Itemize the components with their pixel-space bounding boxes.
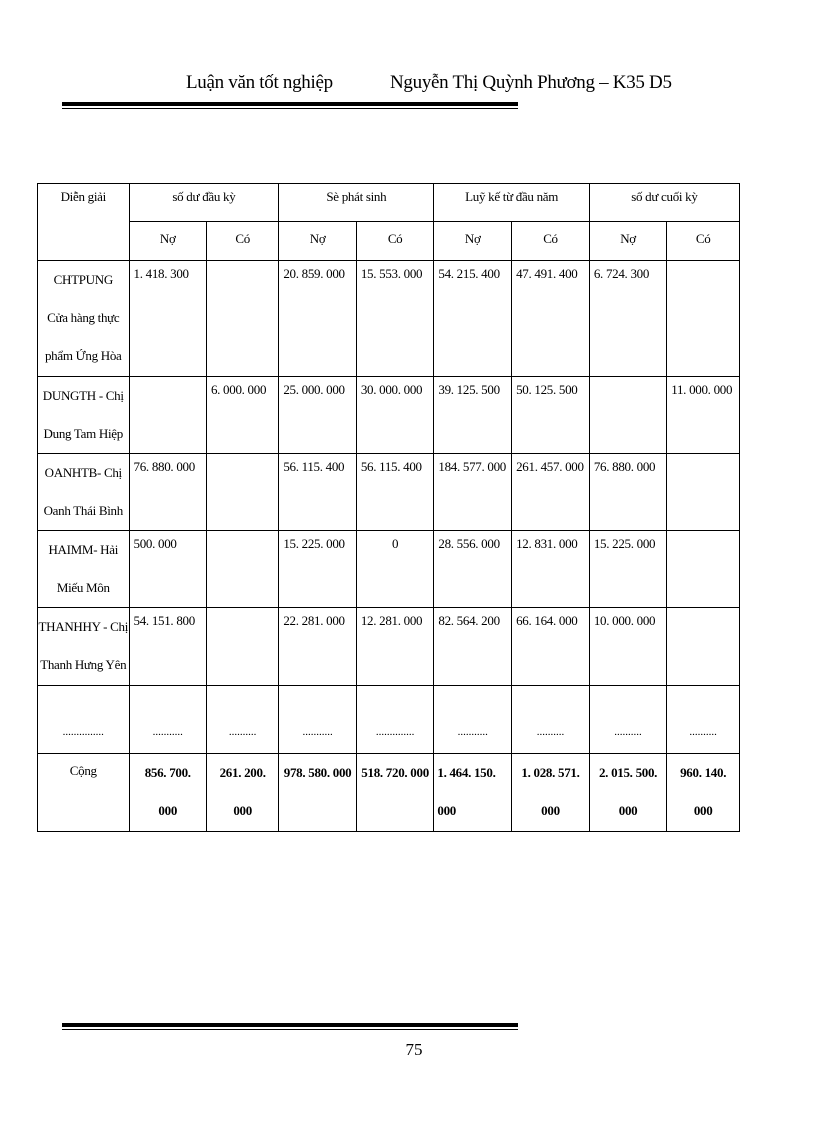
total-label: Cộng	[38, 754, 130, 832]
total-value: 856. 700. 000	[129, 754, 206, 832]
table-subheader-row	[38, 222, 740, 261]
header-rule	[62, 102, 518, 109]
cell-value	[667, 608, 740, 686]
row-description: DUNGTH - Chị Dung Tam Hiệp	[38, 377, 130, 454]
cell-value: 11. 000. 000	[667, 377, 740, 454]
header-year-to-date: Luỹ kế từ đầu năm	[434, 184, 589, 222]
total-row	[38, 754, 740, 832]
subheader-debit: Nợ	[434, 222, 512, 261]
cell-value: 500. 000	[129, 531, 206, 608]
cell-value: 6. 000. 000	[206, 377, 278, 454]
ellipsis-cell: ..........	[206, 686, 278, 754]
total-value: 1. 028. 571. 000	[512, 754, 590, 832]
ellipsis-cell: ..........	[667, 686, 740, 754]
header-thesis-title: Luận văn tốt nghiệp	[186, 72, 333, 93]
ellipsis-cell: ...........	[434, 686, 512, 754]
cell-value: 22. 281. 000	[279, 608, 357, 686]
cell-value	[206, 531, 278, 608]
cell-value: 10. 000. 000	[589, 608, 666, 686]
total-value: 1. 464. 150. 000	[434, 754, 512, 832]
cell-value: 15. 225. 000	[279, 531, 357, 608]
total-value: 960. 140. 000	[667, 754, 740, 832]
cell-value: 54. 215. 400	[434, 261, 512, 377]
ellipsis-cell: ...........	[279, 686, 357, 754]
cell-value	[206, 261, 278, 377]
total-value: 261. 200. 000	[206, 754, 278, 832]
table-row	[38, 608, 740, 686]
table-row	[38, 377, 740, 454]
header-closing-balance: số dư cuối kỳ	[589, 184, 739, 222]
cell-value: 56. 115. 400	[279, 454, 357, 531]
table-header-row	[38, 184, 740, 222]
header-author: Nguyễn Thị Quỳnh Phương – K35 D5	[390, 72, 672, 93]
row-description: THANHHY - Chị Thanh Hưng Yên	[38, 608, 130, 686]
cell-value: 76. 880. 000	[129, 454, 206, 531]
header-opening-balance: số dư đầu kỳ	[129, 184, 279, 222]
table-row-ellipsis	[38, 686, 740, 754]
cell-value: 54. 151. 800	[129, 608, 206, 686]
cell-value: 1. 418. 300	[129, 261, 206, 377]
ellipsis-cell: ...............	[38, 686, 130, 754]
subheader-credit: Có	[356, 222, 434, 261]
table-row	[38, 261, 740, 377]
total-value: 518. 720. 000	[356, 754, 434, 832]
total-value: 2. 015. 500. 000	[589, 754, 666, 832]
subheader-debit: Nợ	[279, 222, 357, 261]
ellipsis-cell: ..........	[512, 686, 590, 754]
cell-value: 39. 125. 500	[434, 377, 512, 454]
ellipsis-cell: ...........	[129, 686, 206, 754]
cell-value: 56. 115. 400	[356, 454, 434, 531]
subheader-debit: Nợ	[589, 222, 666, 261]
cell-value	[206, 454, 278, 531]
row-description: OANHTB- Chị Oanh Thái Bình	[38, 454, 130, 531]
row-description: CHTPUNG Cửa hàng thực phẩm Ứng Hòa	[38, 261, 130, 377]
cell-value: 47. 491. 400	[512, 261, 590, 377]
table-row	[38, 531, 740, 608]
page-number: 75	[405, 1040, 423, 1059]
subheader-debit: Nợ	[129, 222, 206, 261]
subheader-credit: Có	[206, 222, 278, 261]
cell-value	[129, 377, 206, 454]
cell-value: 66. 164. 000	[512, 608, 590, 686]
cell-value: 20. 859. 000	[279, 261, 357, 377]
cell-value: 15. 225. 000	[589, 531, 666, 608]
cell-value: 15. 553. 000	[356, 261, 434, 377]
subheader-credit: Có	[512, 222, 590, 261]
ellipsis-cell: ..........	[589, 686, 666, 754]
cell-value: 261. 457. 000	[512, 454, 590, 531]
row-description: HAIMM- Hải Miếu Môn	[38, 531, 130, 608]
cell-value: 25. 000. 000	[279, 377, 357, 454]
cell-value: 0	[356, 531, 434, 608]
cell-value: 82. 564. 200	[434, 608, 512, 686]
subheader-credit: Có	[667, 222, 740, 261]
cell-value: 76. 880. 000	[589, 454, 666, 531]
ledger-table	[37, 183, 740, 832]
total-value: 978. 580. 000	[279, 754, 357, 832]
cell-value: 30. 000. 000	[356, 377, 434, 454]
cell-value	[667, 531, 740, 608]
cell-value: 28. 556. 000	[434, 531, 512, 608]
cell-value	[589, 377, 666, 454]
header-period-transactions: Sè phát sinh	[279, 184, 434, 222]
cell-value: 12. 281. 000	[356, 608, 434, 686]
cell-value	[667, 261, 740, 377]
table-row	[38, 454, 740, 531]
cell-value	[206, 608, 278, 686]
cell-value: 12. 831. 000	[512, 531, 590, 608]
header-description: Diễn giải	[38, 184, 130, 261]
cell-value: 6. 724. 300	[589, 261, 666, 377]
page-header	[0, 72, 816, 102]
cell-value	[667, 454, 740, 531]
cell-value: 184. 577. 000	[434, 454, 512, 531]
ellipsis-cell: ..............	[356, 686, 434, 754]
cell-value: 50. 125. 500	[512, 377, 590, 454]
footer-rule	[62, 1023, 518, 1030]
